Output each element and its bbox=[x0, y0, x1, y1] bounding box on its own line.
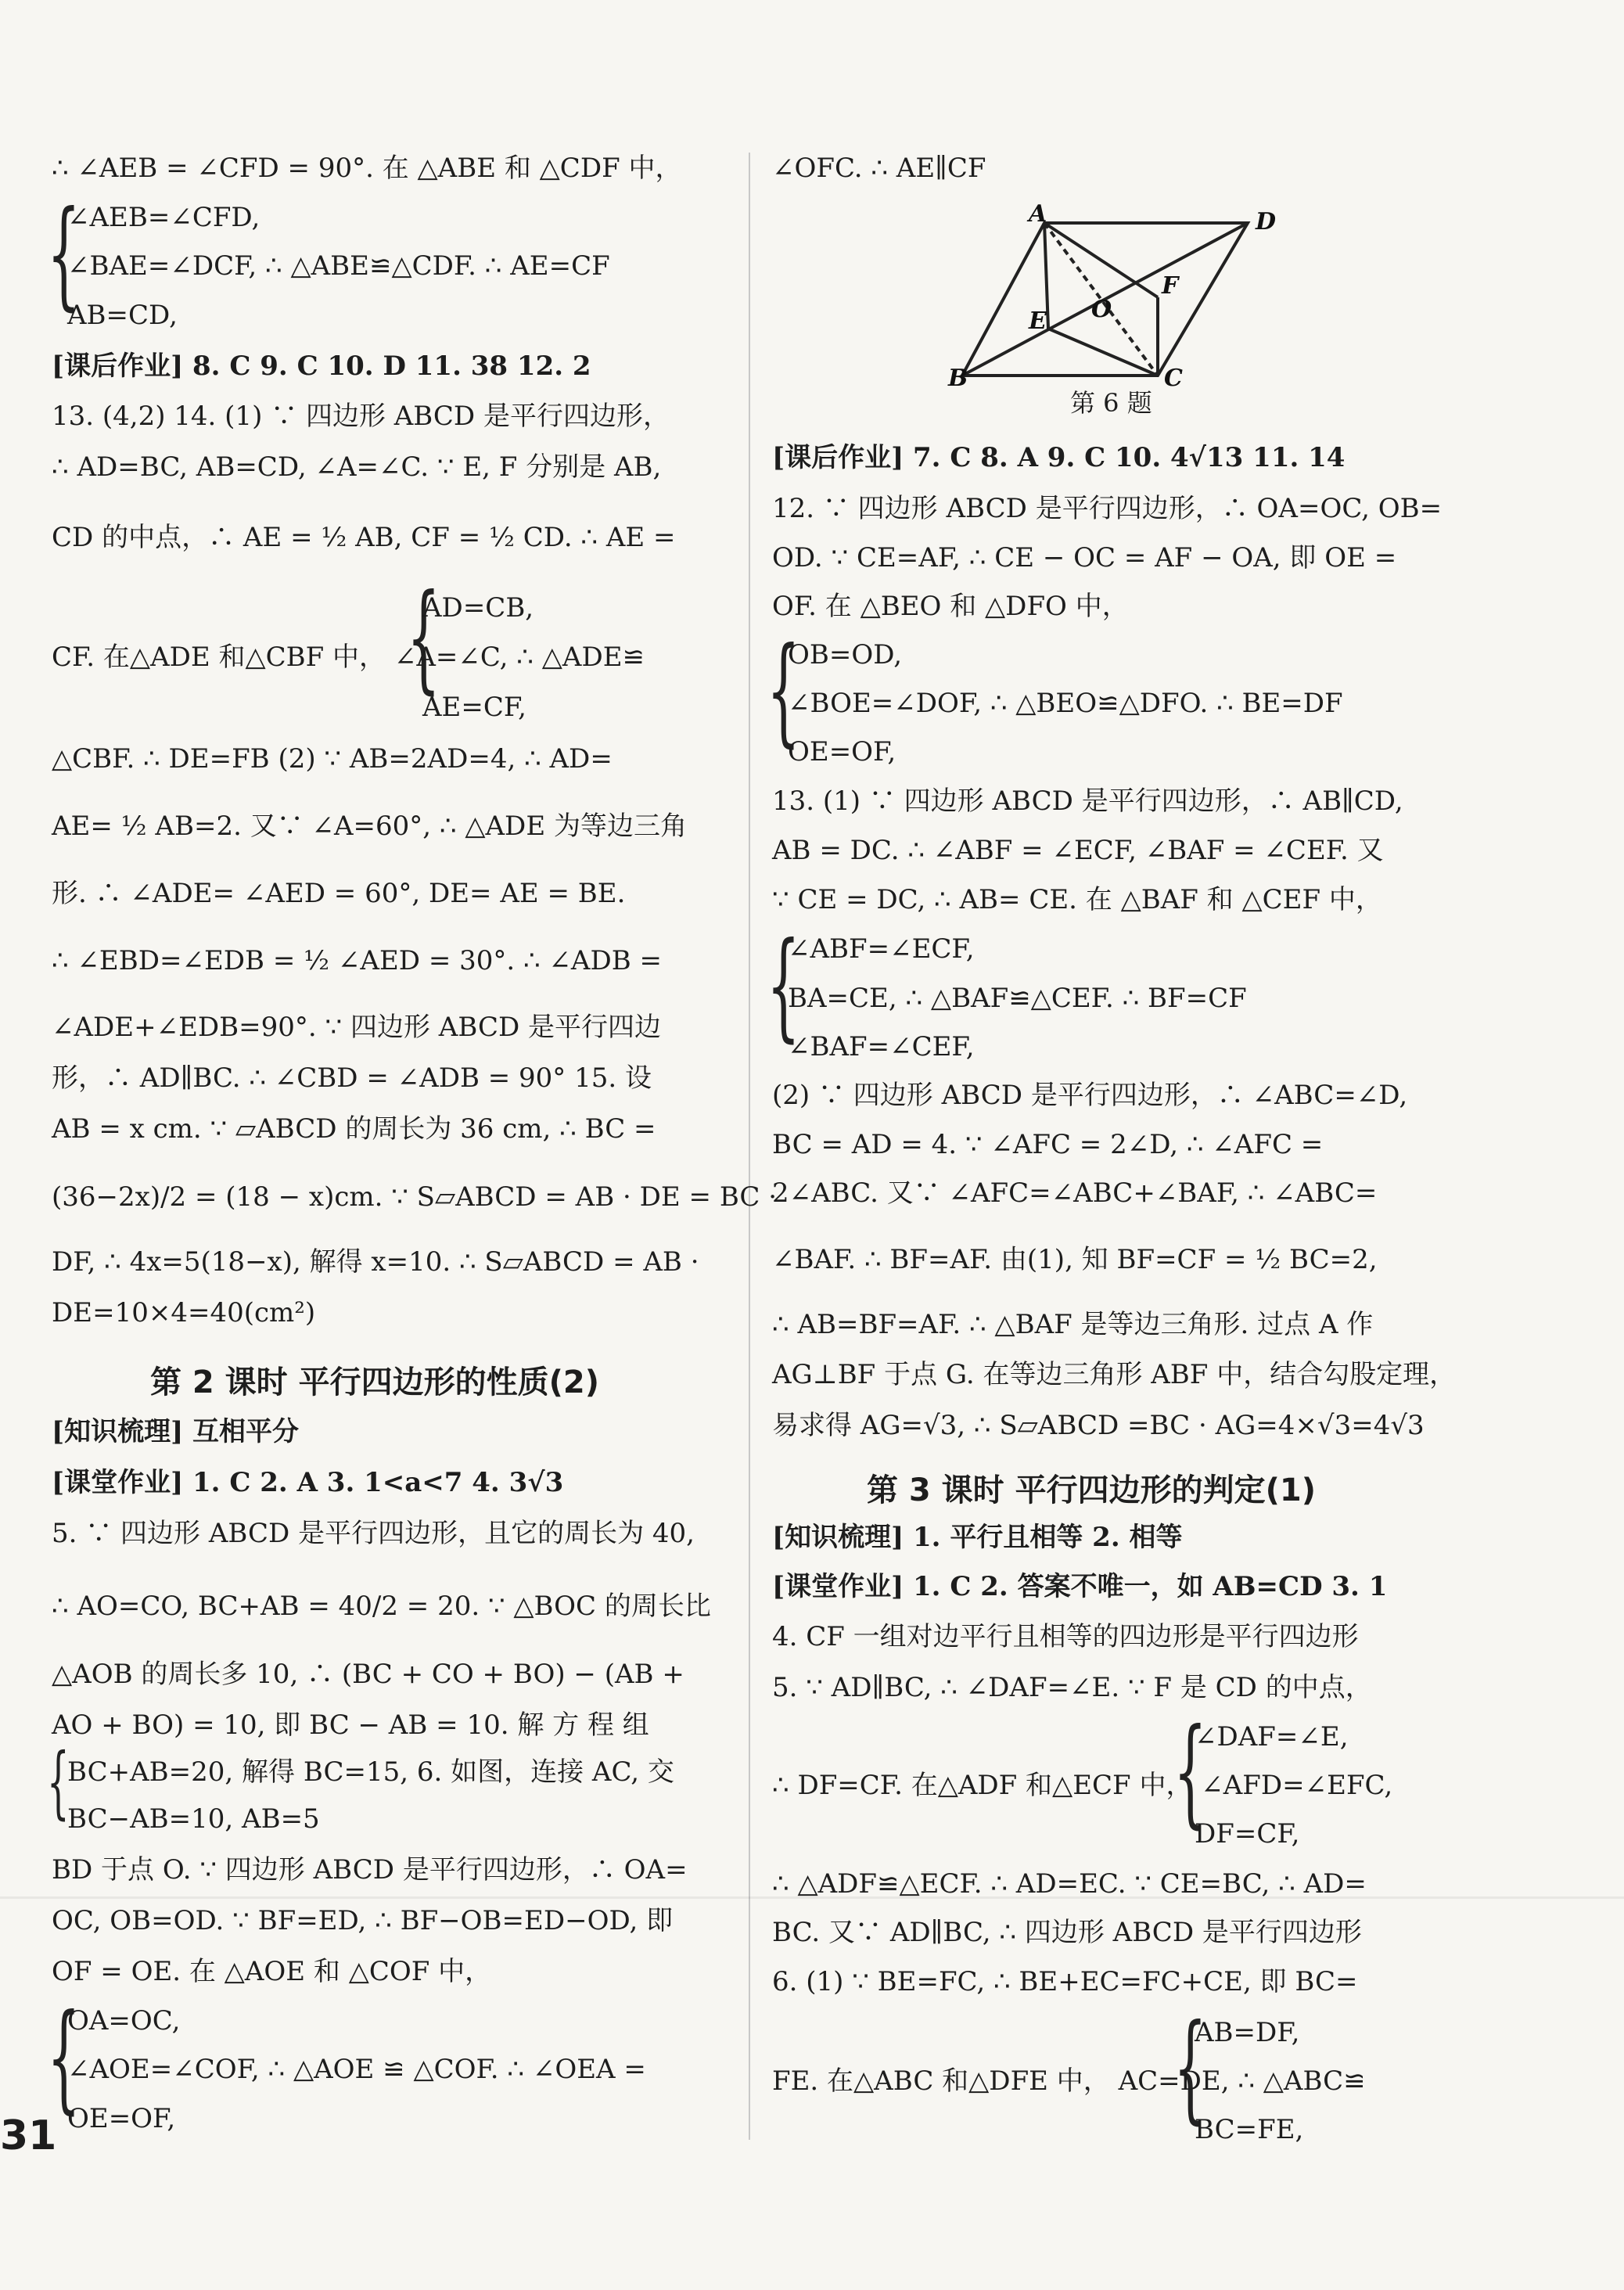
text-line: 13. (1) ∵ 四边形 ABCD 是平行四边形，∴ AB∥CD, bbox=[772, 786, 1403, 817]
text-line: [课堂作业] 1. C 2. A 3. 1<a<7 4. 3√3 bbox=[52, 1467, 564, 1498]
text-line: OF = OE. 在 △AOE 和 △COF 中， bbox=[52, 1956, 492, 1987]
text-line: ∠AOE=∠COF, ∴ △AOE ≌ △COF. ∴ ∠OEA = bbox=[67, 2054, 646, 2085]
text-line: 6. (1) ∵ BE=FC, ∴ BE+EC=FC+CE, 即 BC= bbox=[772, 1966, 1358, 1997]
brace-symbol: { bbox=[47, 186, 81, 322]
label-f: F bbox=[1162, 272, 1179, 300]
text-line: OC, OB=OD. ∵ BF=ED, ∴ BF−OB=ED−OD, 即 bbox=[52, 1905, 674, 1936]
text-line: OA=OC, bbox=[67, 2005, 181, 2037]
text-line: CF. 在△ADE 和△CBF 中， ∠A=∠C, ∴ △ADE≌ bbox=[52, 642, 645, 673]
text-line: AB=DF, bbox=[1195, 2017, 1300, 2048]
text-line: ∠ADE+∠EDB=90°. ∵ 四边形 ABCD 是平行四边 bbox=[52, 1012, 662, 1043]
text-line: OF. 在 △BEO 和 △DFO 中， bbox=[772, 591, 1129, 622]
label-c: C bbox=[1164, 365, 1183, 392]
text-line: [知识梳理] 1. 平行且相等 2. 相等 bbox=[772, 1522, 1183, 1553]
text-line: 形，∴ AD∥BC. ∴ ∠CBD = ∠ADB = 90° 15. 设 bbox=[52, 1062, 652, 1094]
segment-af bbox=[1044, 223, 1158, 297]
brace-symbol: { bbox=[1173, 1704, 1207, 1840]
text-line: ∠BAF. ∴ BF=AF. 由(1), 知 BF=CF = ½ BC=2, bbox=[772, 1244, 1378, 1275]
text-line: ∴ AD=BC, AB=CD, ∠A=∠C. ∵ E, F 分别是 AB, bbox=[52, 451, 662, 483]
text-line: ∴ AB=BF=AF. ∴ △BAF 是等边三角形. 过点 A 作 bbox=[772, 1309, 1374, 1340]
text-line: BC−AB=10, AB=5 bbox=[67, 1803, 320, 1835]
label-o: O bbox=[1091, 296, 1112, 323]
text-line: [课后作业] 8. C 9. C 10. D 11. 38 12. 2 bbox=[52, 351, 591, 382]
brace-symbol: { bbox=[1173, 2000, 1207, 2136]
text-line: 13. (4,2) 14. (1) ∵ 四边形 ABCD 是平行四边形， bbox=[52, 401, 670, 432]
text-line: AB = x cm. ∵ ▱ABCD 的周长为 36 cm, ∴ BC = bbox=[52, 1113, 656, 1145]
text-line: ∴ ∠EBD=∠EDB = ½ ∠AED = 30°. ∴ ∠ADB = bbox=[52, 945, 663, 976]
label-b: B bbox=[948, 365, 968, 392]
text-line: OD. ∵ CE=AF, ∴ CE − OC = AF − OA, 即 OE = bbox=[772, 542, 1397, 573]
column-divider bbox=[749, 153, 750, 2140]
text-line: ∠ABF=∠ECF, bbox=[788, 933, 975, 965]
text-line: ∠BAE=∠DCF, ∴ △ABE≌△CDF. ∴ AE=CF bbox=[67, 250, 610, 282]
text-line: ∠BAF=∠CEF, bbox=[788, 1031, 975, 1062]
text-line: BA=CE, ∴ △BAF≌△CEF. ∴ BF=CF bbox=[788, 983, 1247, 1014]
brace-symbol: { bbox=[767, 918, 800, 1054]
text-line: AO + BO) = 10, 即 BC − AB = 10. 解 方 程 组 bbox=[52, 1709, 649, 1741]
text-line: ∵ CE = DC, ∴ AB= CE. 在 △BAF 和 △CEF 中， bbox=[772, 884, 1382, 915]
page-number: 31 bbox=[0, 2112, 57, 2159]
text-line: OB=OD, bbox=[788, 639, 903, 670]
figure-caption: 第 6 题 bbox=[1070, 388, 1152, 418]
text-line: (36−2x)/2 = (18 − x)cm. ∵ S▱ABCD = AB · DE = BC · bbox=[52, 1181, 778, 1213]
brace-symbol: { bbox=[47, 1990, 81, 2126]
label-d: D bbox=[1256, 208, 1277, 235]
text-line: AD=CB, bbox=[422, 592, 534, 624]
text-line: 形. ∴ ∠ADE= ∠AED = 60°, DE= AE = BE. bbox=[52, 878, 626, 909]
text-line: BD 于点 O. ∵ 四边形 ABCD 是平行四边形，∴ OA= bbox=[52, 1854, 688, 1886]
text-line: ∴ △ADF≌△ECF. ∴ AD=EC. ∵ CE=BC, ∴ AD= bbox=[772, 1868, 1367, 1900]
text-line: 12. ∵ 四边形 ABCD 是平行四边形，∴ OA=OC, OB= bbox=[772, 493, 1443, 524]
text-line: ∠AEB=∠CFD, bbox=[67, 202, 260, 233]
text-line: ∠OFC. ∴ AE∥CF bbox=[772, 153, 986, 184]
text-line: △CBF. ∴ DE=FB (2) ∵ AB=2AD=4, ∴ AD= bbox=[52, 743, 613, 775]
label-a: A bbox=[1029, 200, 1047, 228]
text-line: ∠BOE=∠DOF, ∴ △BEO≌△DFO. ∴ BE=DF bbox=[788, 688, 1343, 719]
text-line: AE= ½ AB=2. 又∵ ∠A=60°, ∴ △ADE 为等边三角 bbox=[52, 811, 687, 842]
text-line: [知识梳理] 互相平分 bbox=[52, 1416, 300, 1447]
text-line: AB=CD, bbox=[67, 300, 178, 331]
section-heading: 第 2 课时 平行四边形的性质(2) bbox=[150, 1364, 600, 1400]
text-line: CD 的中点，∴ AE = ½ AB, CF = ½ CD. ∴ AE = bbox=[52, 522, 676, 553]
text-line: △AOB 的周长多 10, ∴ (BC + CO + BO) − (AB + bbox=[52, 1659, 684, 1690]
text-line: [课后作业] 7. C 8. A 9. C 10. 4√13 11. 14 bbox=[772, 442, 1346, 473]
text-line: ∴ ∠AEB = ∠CFD = 90°. 在 △ABE 和 △CDF 中， bbox=[52, 153, 682, 184]
text-line: DF=CF, bbox=[1195, 1818, 1300, 1850]
text-line: FE. 在△ABC 和△DFE 中， AC=DE, ∴ △ABC≌ bbox=[772, 2065, 1366, 2097]
text-line: [课堂作业] 1. C 2. 答案不唯一，如 AB=CD 3. 1 bbox=[772, 1571, 1388, 1602]
text-line: ∴ AO=CO, BC+AB = 40/2 = 20. ∵ △BOC 的周长比 bbox=[52, 1591, 711, 1622]
text-line: BC+AB=20, 解得 BC=15, 6. 如图，连接 AC, 交 bbox=[67, 1756, 674, 1788]
text-line: ∴ DF=CF. 在△ADF 和△ECF 中， ∠AFD=∠EFC, bbox=[772, 1770, 1393, 1801]
text-line: BC=FE, bbox=[1195, 2114, 1304, 2145]
label-e: E bbox=[1029, 307, 1047, 335]
text-line: DE=10×4=40(cm²) bbox=[52, 1297, 316, 1328]
text-line: OE=OF, bbox=[788, 736, 896, 768]
text-line: 2∠ABC. 又∵ ∠AFC=∠ABC+∠BAF, ∴ ∠ABC= bbox=[772, 1177, 1378, 1209]
text-line: DF, ∴ 4x=5(18−x), 解得 x=10. ∴ S▱ABCD = AB · bbox=[52, 1246, 699, 1278]
text-line: 易求得 AG=√3, ∴ S▱ABCD =BC · AG=4×√3=4√3 bbox=[772, 1410, 1425, 1441]
text-line: AE=CF, bbox=[422, 692, 526, 723]
text-line: (2) ∵ 四边形 ABCD 是平行四边形，∴ ∠ABC=∠D, bbox=[772, 1080, 1408, 1111]
brace-symbol: { bbox=[767, 623, 800, 759]
brace-symbol: { bbox=[47, 1736, 70, 1828]
text-line: OE=OF, bbox=[67, 2103, 176, 2134]
text-line: 5. ∵ AD∥BC, ∴ ∠DAF=∠E. ∵ F 是 CD 的中点， bbox=[772, 1672, 1372, 1703]
text-line: AB = DC. ∴ ∠ABF = ∠ECF, ∠BAF = ∠CEF. 又 bbox=[772, 835, 1384, 866]
text-line: AG⊥BF 于点 G. 在等边三角形 ABF 中，结合勾股定理， bbox=[772, 1359, 1457, 1390]
text-line: ∠DAF=∠E, bbox=[1195, 1721, 1349, 1753]
section-heading: 第 3 课时 平行四边形的判定(1) bbox=[867, 1472, 1317, 1508]
parallelogram-figure bbox=[948, 200, 1283, 392]
segment-ec bbox=[1048, 329, 1158, 376]
text-line: BC = AD = 4. ∵ ∠AFC = 2∠D, ∴ ∠AFC = bbox=[772, 1129, 1324, 1160]
text-line: BC. 又∵ AD∥BC, ∴ 四边形 ABCD 是平行四边形 bbox=[772, 1917, 1362, 1948]
brace-symbol: { bbox=[407, 570, 440, 706]
text-line: 4. CF 一组对边平行且相等的四边形是平行四边形 bbox=[772, 1621, 1359, 1652]
text-line: 5. ∵ 四边形 ABCD 是平行四边形，且它的周长为 40, bbox=[52, 1518, 695, 1549]
